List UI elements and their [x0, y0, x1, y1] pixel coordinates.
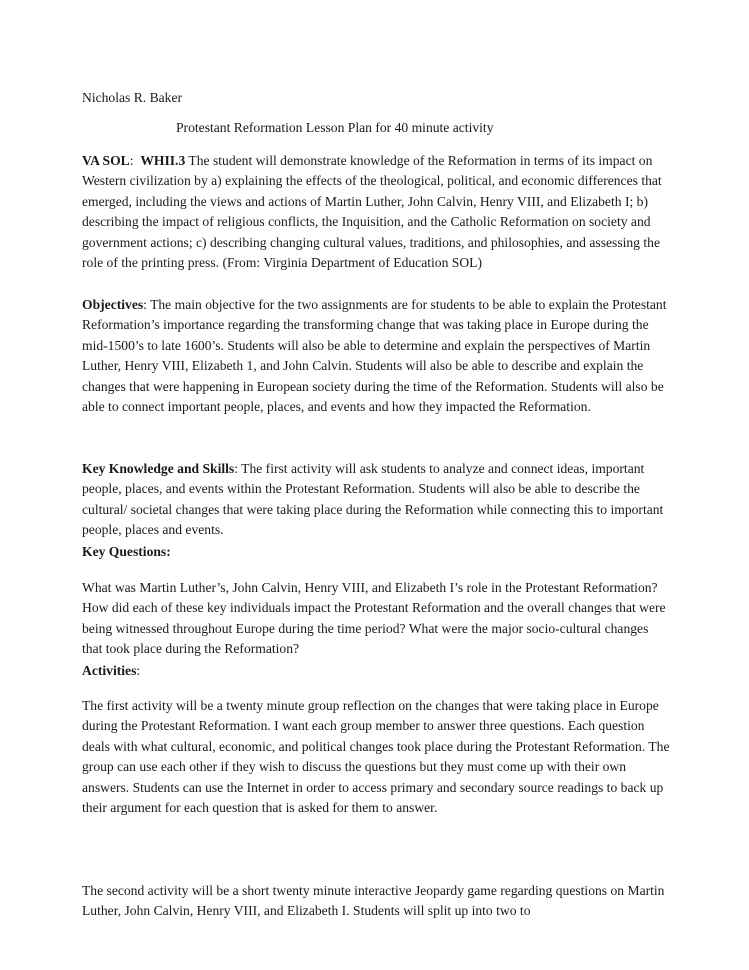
key-knowledge-text: : The first activity will ask students to analyze and connect ideas, important people, places, and events within the Protestant Reformation. Students will also be able to describe the cultural/ societal changes that were taking place during the Reformation while connecting this to important people, places and events. — [82, 461, 664, 538]
activities-label: Activities — [82, 663, 137, 678]
activity-one-paragraph: The first activity will be a twenty minute group reflection on the changes that were taking place in Europe during the Protestant Reformation. I want each group member to answer three questions. Each question deals with what cultural, economic, and political changes took place during the Protestant Reformation. The group can use each other if they wish to discuss the questions but they must come up with their own answers. Students can use the Internet in order to access primary and secondary source readings to back up their argument for each question that is asked for them to answer. — [82, 698, 670, 816]
sol-paragraph — [82, 151, 672, 273]
activity-two-paragraph: The second activity will be a short twenty minute interactive Jeopardy game regarding questions on Martin Luther, John Calvin, Henry VIII, and Elizabeth I. Students will split up into two to — [82, 883, 665, 919]
key-questions-heading — [82, 542, 672, 562]
author-name: Nicholas R. Baker — [82, 90, 183, 105]
activities-colon: : — [136, 663, 141, 678]
key-knowledge-paragraph — [82, 459, 672, 541]
sol-code: WHII.3 — [140, 153, 186, 168]
objectives-label: Objectives — [82, 297, 144, 312]
sol-label: VA SOL — [82, 153, 130, 168]
key-questions-paragraph: What was Martin Luther’s, John Calvin, Henry VIII, and Elizabeth I’s role in the Protestant Reformation? How did each of these key individuals impact the Protestant Reformation and the overall changes that were being witnessed throughout Europe during the time period? What were the major socio-cultural changes that took place during the Reformation? — [82, 580, 666, 657]
key-knowledge-label: Key Knowledge and Skills — [82, 461, 235, 476]
sol-text: The student will demonstrate knowledge of the Reformation in terms of its impact on Western civilization by a) explaining the effects of the theological, political, and economic differences that emerged, including the views and actions of Martin Luther, John Calvin, Henry VIII, and Elizabeth I; b) describing the impact of religious conflicts, the Inquisition, and the Catholic Reformation on society and government actions; c) describing changing cultural values, traditions, and philosophies, and assessing the role of the printing press. (From: Virginia Department of Education SOL) — [82, 153, 662, 271]
objectives-text: : The main objective for the two assignments are for students to be able to explain the Protestant Reformation’s importance regarding the transforming change that was taking place in Europe during the mid-1500’s to late 1600’s. Students will also be able to determine and explain the perspectives of Martin Luther, Henry VIII, Elizabeth 1, and John Calvin. Students will also be able to describe and explain the changes that were happening in European society during the time of the Reformation. Students will also be able to connect important people, places, and events and how they impacted the Reformation. — [82, 297, 667, 415]
sol-separator: : — [129, 153, 141, 168]
document-title: Protestant Reformation Lesson Plan for 40 minute activity — [176, 120, 494, 135]
activities-heading — [82, 661, 672, 681]
objectives-paragraph — [82, 295, 672, 417]
key-questions-label: Key Questions: — [82, 544, 171, 559]
